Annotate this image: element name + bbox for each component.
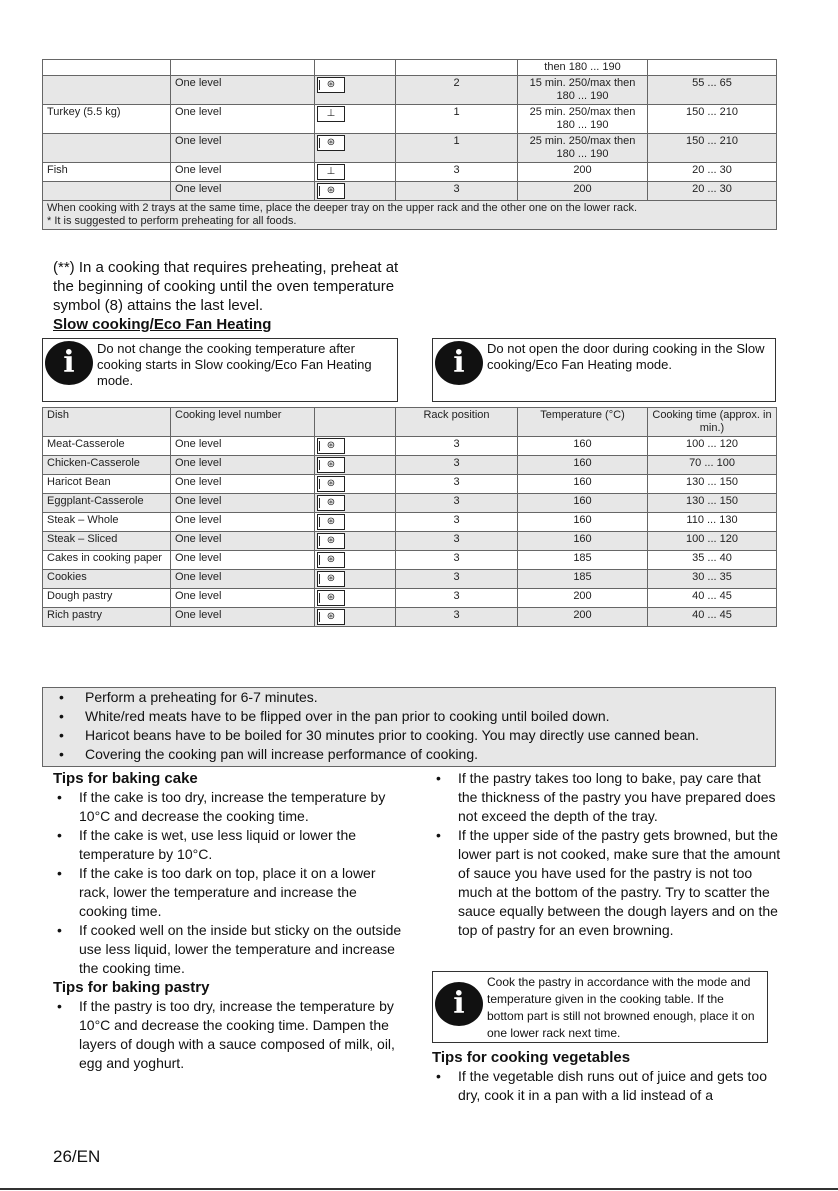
mode-icon-cell	[315, 475, 396, 494]
table-row	[43, 437, 777, 456]
temp-cell: 160	[518, 532, 648, 551]
mode-icon-cell	[315, 60, 396, 76]
dish-cell: Turkey (5.5 kg)	[43, 105, 171, 134]
table-row	[43, 456, 777, 475]
veg-tips-title: Tips for cooking vegetables	[432, 1049, 631, 1066]
level-cell: One level	[171, 589, 315, 608]
mode-icon-cell	[315, 76, 396, 105]
table-row	[43, 475, 777, 494]
mode-icon-cell	[315, 134, 396, 163]
dish-cell	[43, 182, 171, 201]
table-row	[43, 105, 777, 134]
temp-cell: 25 min. 250/max then 180 ... 190	[518, 134, 648, 163]
mode-icon-cell	[315, 532, 396, 551]
time-cell: 150 ... 210	[648, 134, 777, 163]
dish-cell: Steak – Sliced	[43, 532, 171, 551]
mode-icon-cell	[315, 589, 396, 608]
bottom-fan-icon: ⊥	[317, 164, 345, 180]
pastry-tips-title: Tips for baking pastry	[53, 979, 210, 996]
col-temp: Temperature (°C)	[518, 408, 648, 437]
info-box-pastry: i Cook the pastry in accordance with the mode and temperature given in the cooking table. If the bottom part is still not browned enough, place it on one lower rack next time.	[432, 971, 768, 1043]
temp-cell: 185	[518, 570, 648, 589]
rack-cell: 3	[396, 163, 518, 182]
temp-cell: 200	[518, 608, 648, 627]
table-footnote: When cooking with 2 trays at the same time, place the deeper tray on the upper rack and the other one on the lower rack. * It is suggested to perform preheating for all foods.	[43, 201, 777, 230]
level-cell: One level	[171, 608, 315, 627]
time-cell: 40 ... 45	[648, 608, 777, 627]
bottom-fan-icon: ⊥	[317, 106, 345, 122]
bullet-item: • Perform a preheating for 6-7 minutes.	[43, 688, 775, 707]
level-cell: One level	[171, 570, 315, 589]
rack-cell: 2	[396, 76, 518, 105]
level-cell: One level	[171, 76, 315, 105]
time-cell: 20 ... 30	[648, 163, 777, 182]
rack-cell: 1	[396, 134, 518, 163]
temp-cell: 160	[518, 513, 648, 532]
rack-cell: 3	[396, 475, 518, 494]
mode-icon-cell	[315, 513, 396, 532]
eco-fan-heating-icon: ⊛	[317, 552, 345, 568]
rack-cell: 3	[396, 494, 518, 513]
dish-cell: Chicken-Casserole	[43, 456, 171, 475]
slow-cooking-bullets	[42, 687, 776, 767]
eco-fan-heating-icon: ⊛	[317, 571, 345, 587]
time-cell: 70 ... 100	[648, 456, 777, 475]
time-cell: 30 ... 35	[648, 570, 777, 589]
time-cell: 150 ... 210	[648, 105, 777, 134]
list-item: • If the cake is too dark on top, place it on a lower rack, lower the temperature and increase the cooking time.	[53, 864, 405, 921]
temp-cell: 160	[518, 475, 648, 494]
table-row	[43, 60, 777, 76]
level-cell: One level	[171, 475, 315, 494]
time-cell: 20 ... 30	[648, 182, 777, 201]
temp-cell: 160	[518, 494, 648, 513]
eco-fan-heating-icon: ⊛	[317, 590, 345, 606]
mode-icon-cell	[315, 608, 396, 627]
rack-cell: 3	[396, 608, 518, 627]
dish-cell	[43, 134, 171, 163]
section-title: Slow cooking/Eco Fan Heating	[53, 316, 272, 333]
level-cell: One level	[171, 513, 315, 532]
rack-cell: 3	[396, 182, 518, 201]
mode-icon-cell	[315, 456, 396, 475]
mode-icon-cell	[315, 570, 396, 589]
rack-cell: 3	[396, 456, 518, 475]
level-cell: One level	[171, 134, 315, 163]
temp-cell: 160	[518, 456, 648, 475]
dish-cell: Rich pastry	[43, 608, 171, 627]
mode-icon-cell	[315, 551, 396, 570]
dish-cell: Cookies	[43, 570, 171, 589]
level-cell: One level	[171, 437, 315, 456]
time-cell: 130 ... 150	[648, 494, 777, 513]
rack-cell: 3	[396, 437, 518, 456]
rack-cell: 3	[396, 589, 518, 608]
list-item: • If the vegetable dish runs out of juice and gets too dry, cook it in a pan with a lid instead of a	[432, 1067, 784, 1105]
temp-cell: 15 min. 250/max then 180 ... 190	[518, 76, 648, 105]
bullet-item: • White/red meats have to be flipped over in the pan prior to cooking until boiled down.	[43, 707, 775, 726]
left-column	[53, 769, 405, 1073]
mode-icon-cell	[315, 105, 396, 134]
time-cell: 55 ... 65	[648, 76, 777, 105]
rack-cell: 3	[396, 551, 518, 570]
level-cell: One level	[171, 182, 315, 201]
info-icon: i	[435, 341, 483, 385]
mode-icon-cell	[315, 163, 396, 182]
level-cell	[171, 60, 315, 76]
fan-heating-icon: ⊛	[317, 135, 345, 151]
table-row	[43, 134, 777, 163]
dish-cell: Dough pastry	[43, 589, 171, 608]
rack-cell: 3	[396, 532, 518, 551]
eco-fan-heating-icon: ⊛	[317, 533, 345, 549]
top-cooking-table	[42, 59, 777, 230]
bullet-item: • Covering the cooking pan will increase performance of cooking.	[43, 745, 775, 764]
temp-cell: 200	[518, 163, 648, 182]
page-bottom-rule	[0, 1188, 838, 1190]
list-item: • If the cake is wet, use less liquid or lower the temperature by 10°C.	[53, 826, 405, 864]
level-cell: One level	[171, 494, 315, 513]
rack-cell: 3	[396, 570, 518, 589]
table-row	[43, 589, 777, 608]
col-level: Cooking level number	[171, 408, 315, 437]
time-cell: 35 ... 40	[648, 551, 777, 570]
dish-cell: Haricot Bean	[43, 475, 171, 494]
mode-icon-cell	[315, 494, 396, 513]
temp-cell: then 180 ... 190	[518, 60, 648, 76]
col-rack: Rack position	[396, 408, 518, 437]
temp-cell: 200	[518, 589, 648, 608]
dish-cell	[43, 60, 171, 76]
rack-cell: 3	[396, 513, 518, 532]
mode-icon-cell	[315, 182, 396, 201]
eco-fan-heating-icon: ⊛	[317, 514, 345, 530]
col-dish: Dish	[43, 408, 171, 437]
table-row	[43, 182, 777, 201]
col-time: Cooking time (approx. in min.)	[648, 408, 777, 437]
temp-cell: 200	[518, 182, 648, 201]
page-number: 26/EN	[53, 1147, 101, 1166]
temp-cell: 185	[518, 551, 648, 570]
table-row	[43, 570, 777, 589]
bullet-item: • Haricot beans have to be boiled for 30 minutes prior to cooking. You may directly use canned bean.	[43, 726, 775, 745]
table-row	[43, 513, 777, 532]
info-box-left: i Do not change the cooking temperature after cooking starts in Slow cooking/Eco Fan Heating mode.	[42, 338, 398, 402]
list-item: • If the pastry takes too long to bake, pay care that the thickness of the pastry you have prepared does not exceed the depth of the tray.	[432, 769, 784, 826]
info-icon: i	[45, 341, 93, 385]
info-icon: i	[435, 982, 483, 1026]
level-cell: One level	[171, 105, 315, 134]
dish-cell: Meat-Casserole	[43, 437, 171, 456]
eco-fan-heating-icon: ⊛	[317, 495, 345, 511]
slow-cooking-table	[42, 407, 777, 627]
level-cell: One level	[171, 163, 315, 182]
fan-heating-icon: ⊛	[317, 77, 345, 93]
eco-fan-heating-icon: ⊛	[317, 438, 345, 454]
rack-cell: 1	[396, 105, 518, 134]
temp-cell: 25 min. 250/max then 180 ... 190	[518, 105, 648, 134]
table-row	[43, 608, 777, 627]
time-cell	[648, 60, 777, 76]
table-row	[43, 76, 777, 105]
dish-cell	[43, 76, 171, 105]
eco-fan-heating-icon: ⊛	[317, 609, 345, 625]
right-column	[432, 769, 784, 940]
list-item: • If the upper side of the pastry gets browned, but the lower part is not cooked, make sure that the amount of sauce you have used for the pastry is not too much at the bottom of the pastry. Try to scatter the sauce equally between the dough layers and on the top of pastry for an even browning.	[432, 826, 784, 940]
time-cell: 110 ... 130	[648, 513, 777, 532]
eco-fan-heating-icon: ⊛	[317, 476, 345, 492]
dish-cell: Steak – Whole	[43, 513, 171, 532]
table-row	[43, 551, 777, 570]
time-cell: 100 ... 120	[648, 437, 777, 456]
level-cell: One level	[171, 456, 315, 475]
cake-tips-title: Tips for baking cake	[53, 770, 198, 787]
time-cell: 100 ... 120	[648, 532, 777, 551]
level-cell: One level	[171, 551, 315, 570]
list-item: • If cooked well on the inside but sticky on the outside use less liquid, lower the temperature and increase the cooking time.	[53, 921, 405, 978]
fan-heating-icon: ⊛	[317, 183, 345, 199]
veg-tips	[432, 1048, 784, 1105]
dish-cell: Fish	[43, 163, 171, 182]
temp-cell: 160	[518, 437, 648, 456]
preheat-note: (**) In a cooking that requires preheating, preheat at the beginning of cooking until the oven temperature symbol (8) attains the last level.	[53, 259, 399, 314]
level-cell: One level	[171, 532, 315, 551]
info-box-right: i Do not open the door during cooking in the Slow cooking/Eco Fan Heating mode.	[432, 338, 776, 402]
rack-cell	[396, 60, 518, 76]
mode-icon-cell	[315, 437, 396, 456]
time-cell: 40 ... 45	[648, 589, 777, 608]
dish-cell: Cakes in cooking paper	[43, 551, 171, 570]
eco-fan-heating-icon: ⊛	[317, 457, 345, 473]
list-item: • If the cake is too dry, increase the temperature by 10°C and decrease the cooking time.	[53, 788, 405, 826]
table-row	[43, 532, 777, 551]
table-row	[43, 163, 777, 182]
list-item: • If the pastry is too dry, increase the temperature by 10°C and decrease the cooking time. Dampen the layers of dough with a sauce composed of milk, oil, egg and yoghurt.	[53, 997, 405, 1073]
time-cell: 130 ... 150	[648, 475, 777, 494]
dish-cell: Eggplant-Casserole	[43, 494, 171, 513]
table-row	[43, 494, 777, 513]
